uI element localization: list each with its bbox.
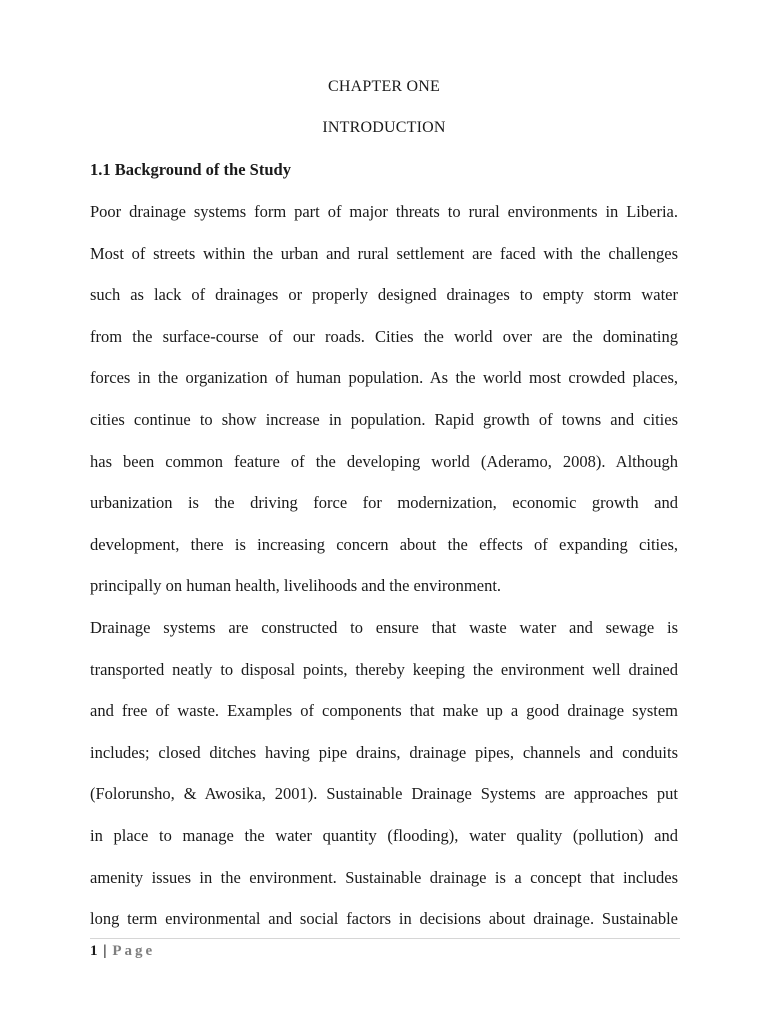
footer-separator: | [103, 943, 107, 959]
text-line: Poor drainage systems form part of major threats to rural environments in Liberia. [90, 202, 678, 221]
text-line: urbanization is the driving force for modernization, economic growth and [90, 493, 678, 513]
text-line: such as lack of drainages or properly designed drainages to empty storm water [90, 285, 678, 305]
page-label: Page [112, 943, 156, 959]
chapter-title: INTRODUCTION [322, 119, 446, 136]
text-line: development, there is increasing concern about the effects of expanding cities, [90, 534, 678, 554]
text-line: long term environmental and social factors in decisions about drainage. Sustainable [90, 909, 678, 929]
footer-divider [90, 938, 680, 939]
section-heading: 1.1 Background of the Study [90, 160, 291, 179]
text-line: (Folorunsho, & Awosika, 2001). Sustainable Drainage Systems are approaches put [90, 784, 678, 804]
paragraph [90, 616, 678, 949]
text-line: transported neatly to disposal points, thereby keeping the environment well drained [90, 659, 678, 679]
text-line: forces in the organization of human population. As the world most crowded places, [90, 368, 678, 388]
text-line: principally on human health, livelihoods and the environment. [90, 576, 502, 596]
text-line: includes; closed ditches having pipe drains, drainage pipes, channels and conduits [90, 742, 678, 762]
text-line: has been common feature of the developing world (Aderamo, 2008). Although [90, 451, 678, 471]
page-number: 1 [90, 943, 98, 959]
text-line: Drainage systems are constructed to ensure that waste water and sewage is [90, 617, 678, 637]
text-line: cities continue to show increase in population. Rapid growth of towns and cities [90, 409, 678, 429]
text-line: amenity issues in the environment. Sustainable drainage is a concept that includes [90, 867, 678, 887]
text-line: in place to manage the water quantity (flooding), water quality (pollution) and [90, 825, 678, 845]
chapter-label: CHAPTER ONE [328, 78, 440, 95]
text-line: from the surface-course of our roads. Cities the world over are the dominating [90, 326, 678, 346]
page-footer [90, 941, 155, 961]
body-text [90, 200, 678, 949]
paragraph [90, 200, 678, 616]
text-line: Most of streets within the urban and rural settlement are faced with the challenges [90, 243, 678, 263]
text-line: and free of waste. Examples of components that make up a good drainage system [90, 701, 678, 721]
